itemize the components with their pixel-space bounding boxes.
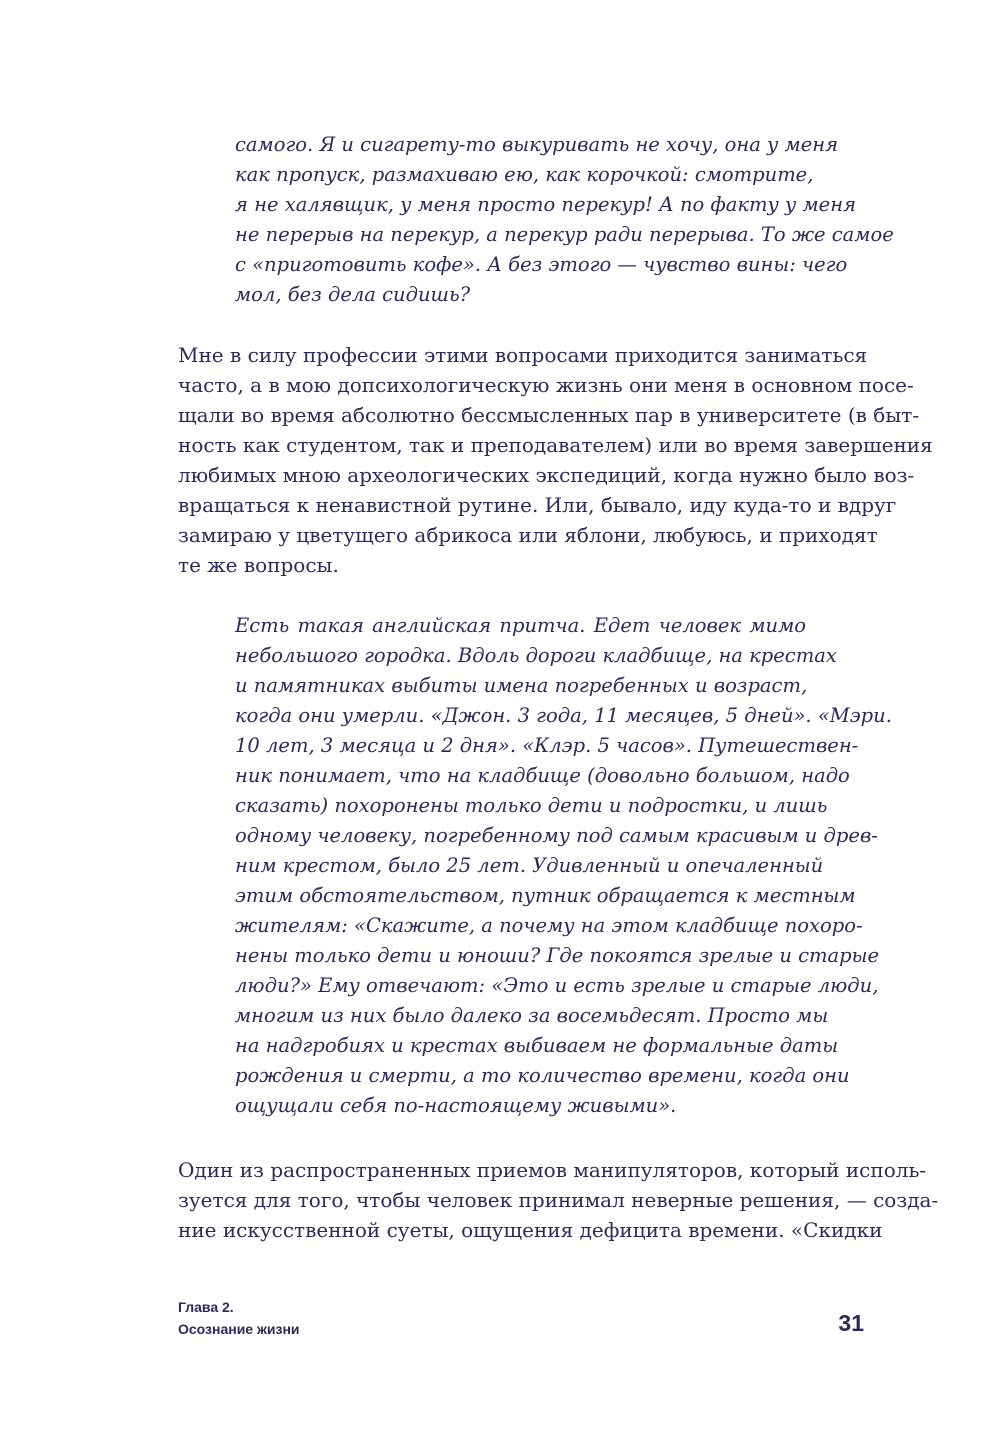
text-line: вращаться к ненавистной рутине. Или, бывало, иду куда-то и вдруг — [178, 493, 897, 517]
text-line: ность как студентом, так и преподавателем) или во время завершения — [178, 433, 933, 457]
text-line: люди?» Ему отвечают: «Это и есть зрелые и старые люди, — [235, 974, 879, 997]
text-line: часто, а в мою допсихологическую жизнь они меня в основном посе- — [178, 373, 914, 397]
text-line: ник понимает, что на кладбище (довольно большом, надо — [235, 764, 850, 787]
text-line: 10 лет, 3 месяца и 2 дня». «Клэр. 5 часов». Путешествен- — [235, 734, 859, 757]
text-line: Мне в силу профессии этими вопросами приходится заниматься — [178, 343, 868, 367]
text-line: зуется для того, чтобы человек принимал неверные решения, — созда- — [178, 1188, 939, 1212]
text-line: самого. Я и сигарету-то выкуривать не хочу, она у меня — [235, 133, 839, 156]
chapter-number: Глава 2. — [178, 1299, 234, 1315]
text-line: я не халявщик, у меня просто перекур! А по факту у меня — [235, 193, 856, 216]
text-line: замираю у цветущего абрикоса или яблони, любуюсь, и приходят — [178, 523, 878, 547]
text-line: сказать) похоронены только дети и подростки, и лишь — [235, 794, 828, 817]
text-line: нены только дети и юноши? Где покоятся зрелые и старые — [235, 944, 880, 967]
text-line: те же вопросы. — [178, 553, 339, 577]
quote-block-1 — [235, 130, 894, 310]
text-line: любимых мною археологических экспедиций, когда нужно было воз- — [178, 463, 915, 487]
text-line: как пропуск, размахиваю ею, как корочкой: смотрите, — [235, 163, 814, 186]
text-line: этим обстоятельством, путник обращается к местным — [235, 884, 856, 907]
text-line: на надгробиях и крестах выбиваем не формальные даты — [235, 1034, 839, 1057]
text-line: и памятниках выбиты имена погребенных и возраст, — [235, 674, 808, 697]
page-number: 31 — [838, 1310, 864, 1336]
text-line: Есть такая английская притча. Едет человек мимо — [235, 614, 806, 637]
text-line: с «приготовить кофе». А без этого — чувство вины: чего — [235, 253, 848, 276]
text-line: когда они умерли. «Джон. 3 года, 11 месяцев, 5 дней». «Мэри. — [235, 704, 892, 727]
text-line: мол, без дела сидишь? — [235, 283, 471, 306]
text-line: ние искусственной суеты, ощущения дефицита времени. «Скидки — [178, 1218, 883, 1242]
text-line: не перерыв на перекур, а перекур ради перерыва. То же самое — [235, 223, 894, 246]
chapter-title: Осознание жизни — [178, 1321, 300, 1337]
text-line: рождения и смерти, а то количество времени, когда они — [235, 1064, 850, 1087]
text-line: Один из распространенных приемов манипуляторов, который исполь- — [178, 1158, 927, 1182]
paragraph-1 — [178, 340, 933, 580]
quote-block-parable — [235, 611, 892, 1121]
paragraph-2 — [178, 1155, 939, 1245]
text-line: небольшого городка. Вдоль дороги кладбище, на крестах — [235, 644, 837, 667]
text-line: одному человеку, погребенному под самым красивым и древ- — [235, 824, 878, 847]
running-footer — [178, 1296, 300, 1340]
text-line: щали во время абсолютно бессмысленных пар в университете (в быт- — [178, 403, 920, 427]
text-line: многим из них было далеко за восемьдесят. Просто мы — [235, 1004, 829, 1027]
text-line: жителям: «Скажите, а почему на этом кладбище похоро- — [235, 914, 863, 937]
text-line: ощущали себя по-настоящему живыми». — [235, 1094, 677, 1117]
text-line: ним крестом, было 25 лет. Удивленный и опечаленный — [235, 854, 824, 877]
